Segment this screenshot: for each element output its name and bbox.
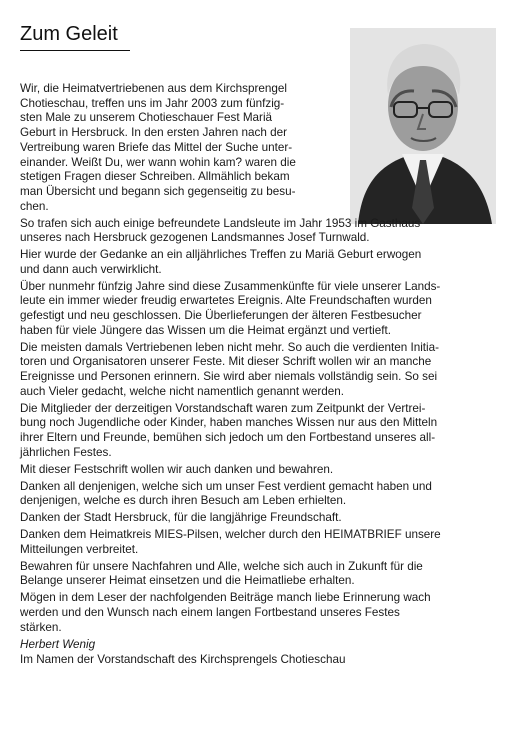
text-line: Ereignisse und Personen erinnern. Sie wird aber niemals vollständig sein. So sei	[20, 370, 438, 384]
text-line: Die meisten damals Vertriebenen leben nicht mehr. So auch die verdienten Initia-	[20, 340, 440, 354]
text-line: einander. Weißt Du, wer wann wohin kam? waren die	[20, 155, 296, 169]
text-line: und dann auch verwirklicht.	[20, 262, 162, 276]
paragraph	[20, 463, 498, 478]
text-line: jährlichen Festes.	[20, 445, 112, 459]
paragraph	[20, 341, 498, 400]
signature-name: Herbert Wenig	[20, 637, 96, 651]
text-line: Danken dem Heimatkreis MIES-Pilsen, welcher durch den HEIMATBRIEF unsere	[20, 528, 441, 542]
intro-paragraph	[20, 82, 340, 214]
text-line: Bewahren für unsere Nachfahren und Alle, welche sich auch in Zukunft für die	[20, 559, 423, 573]
text-line: sten Male zu unserem Chotieschauer Fest Mariä	[20, 111, 273, 125]
paragraph	[20, 280, 498, 339]
paragraph	[20, 217, 498, 246]
paragraph	[20, 591, 498, 635]
paragraph	[20, 480, 498, 509]
page-title: Zum Geleit	[20, 23, 118, 45]
text-line: Mit dieser Festschrift wollen wir auch danken und bewahren.	[20, 462, 334, 476]
text-line: man Übersicht und begann sich gegenseitig zu besu-	[20, 184, 296, 198]
paragraph	[20, 402, 498, 461]
text-line: unseres nach Hersbruck gezogenen Landsmannes Josef Turnwald.	[20, 231, 370, 245]
text-line: ihrer Eltern und Freunde, bemühen sich jedoch um den Fortbestand unseres all-	[20, 431, 436, 445]
paragraph	[20, 528, 498, 557]
text-line: Über nunmehr fünfzig Jahre sind diese Zusammenkünfte für viele unserer Lands-	[20, 279, 441, 293]
text-line: Mitteilungen verbreitet.	[20, 542, 139, 556]
text-line: Danken der Stadt Hersbruck, für die langjährige Freundschaft.	[20, 511, 342, 525]
text-line: chen.	[20, 199, 49, 213]
article-body	[20, 82, 498, 668]
text-line: stetigen Fragen dieser Schreiben. Allmählich bekam	[20, 170, 290, 184]
text-line: So trafen sich auch einige befreundete Landsleute im Jahr 1953 im Gasthaus	[20, 216, 421, 230]
text-line: Mögen in dem Leser der nachfolgenden Beiträge manch liebe Erinnerung wach	[20, 591, 431, 605]
text-line: Wir, die Heimatvertriebenen aus dem Kirchsprengel	[20, 82, 287, 95]
text-line: leute ein immer wieder freudig erwartetes Ereignis. Alte Freundschaften wurden	[20, 294, 432, 308]
text-line: stärken.	[20, 620, 62, 634]
text-line: Die Mitglieder der derzeitigen Vorstandschaft waren zum Zeitpunkt der Vertrei-	[20, 401, 426, 415]
text-line: Vertreibung waren Briefe das Mittel der Suche unter-	[20, 140, 293, 154]
text-line: gefestigt und neu geschlossen. Die Überlieferungen der älteren Festbesucher	[20, 309, 422, 323]
text-line: denjenigen, welche es durch ihren Besuch am Leben erhielten.	[20, 494, 347, 508]
text-line: Belange unserer Heimat einsetzen und die Heimatliebe erhalten.	[20, 574, 355, 588]
paragraph	[20, 248, 498, 277]
text-line: haben für viele Jüngere das Wissen um die Heimat ergänzt und vertieft.	[20, 323, 391, 337]
text-line: Geburt in Hersbruck. In den ersten Jahren nach der	[20, 126, 288, 140]
signature-organization: Im Namen der Vorstandschaft des Kirchsprengels Chotieschau	[20, 653, 346, 667]
paragraph	[20, 560, 498, 589]
text-line: bung noch Jugendliche oder Kinder, haben manches Wissen nur aus den Mitteln	[20, 416, 438, 430]
text-line: auch Vieler gedacht, welche nicht namentlich genannt werden.	[20, 384, 344, 398]
paragraph	[20, 511, 498, 526]
title-underline	[20, 50, 130, 51]
text-line: Danken all denjenigen, welche sich um unser Fest verdient gemacht haben und	[20, 479, 432, 493]
text-line: toren und Organisatoren unserer Feste. Mit dieser Schrift wollen wir an manche	[20, 355, 432, 369]
text-line: Hier wurde der Gedanke an ein alljährliches Treffen zu Mariä Geburt erwogen	[20, 248, 422, 262]
text-line: Chotieschau, treffen uns im Jahr 2003 zum fünfzig-	[20, 96, 285, 110]
text-line: werden und den Wunsch nach einem langen Fortbestand unseres Festes	[20, 605, 400, 619]
